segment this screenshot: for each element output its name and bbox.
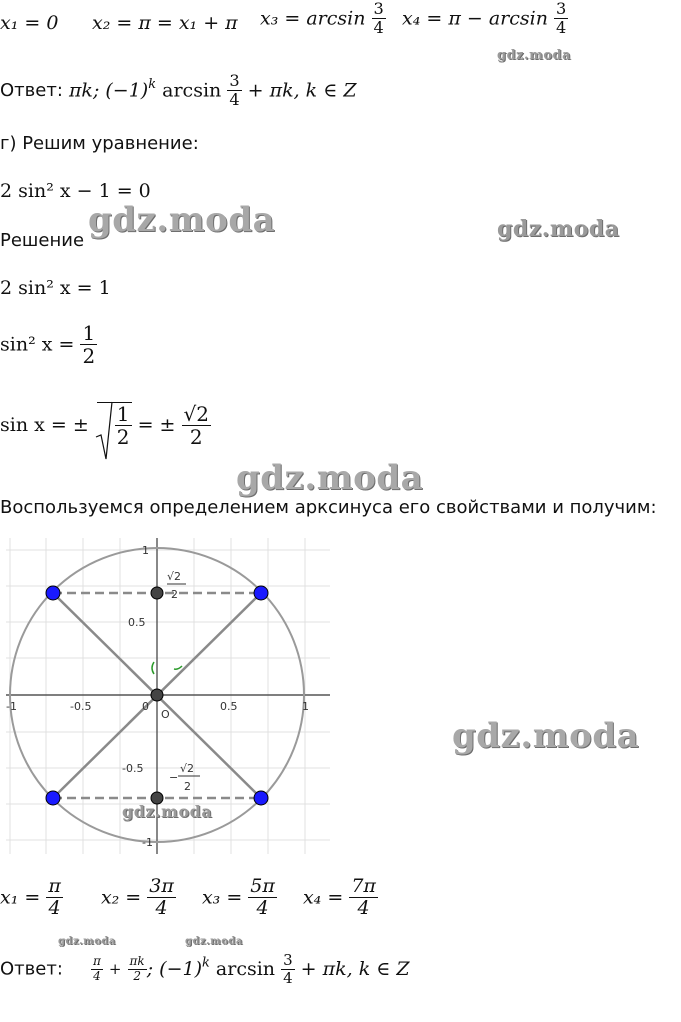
answer-2-frac-a: $\frac{\pi}{4}$ (92, 954, 101, 983)
answer-1-label: Ответ: (0, 79, 63, 101)
step-2-prefix: sin² x = (0, 333, 75, 356)
answer-1-part3: + πk, k ∈ Z (241, 79, 357, 102)
axis-point-top (151, 587, 163, 599)
x2-top: x₂ = π = x₁ + π (92, 12, 238, 34)
point-q4 (254, 791, 268, 805)
x4-frac: $\frac{3}{4}$ (555, 0, 567, 37)
x1-top: x₁ = 0 (0, 12, 59, 34)
point-q2 (46, 586, 60, 600)
watermark: gdz.moda (88, 200, 276, 240)
answer-2-label: Ответ: (0, 958, 63, 980)
point-label-top-den: 2 (171, 588, 178, 601)
answer-1-exp: k (148, 76, 157, 92)
tick-y: 0.5 (128, 616, 146, 629)
point-label-bottom-sign: − (169, 771, 179, 784)
sqrt-radical (97, 402, 132, 448)
tick-x: 0.5 (220, 700, 238, 713)
tick-x: 0 (142, 700, 149, 713)
section-g-heading: г) Решим уравнение: (0, 133, 199, 154)
step-3 (0, 402, 211, 448)
tick-y: -0.5 (122, 762, 144, 775)
root-x4-label: x₄ = (302, 886, 344, 909)
watermark: gdz.moda (236, 458, 424, 498)
root-x2-frac: $\frac{3\pi}{4}$ (149, 875, 174, 919)
answer-2-frac-c: $\frac{3}{4}$ (283, 951, 293, 987)
answer-2-frac-b: $\frac{\pi k}{2}$ (129, 954, 145, 983)
angle-arc-left (152, 662, 154, 674)
point-label-top-num: √2 (167, 570, 182, 583)
point-q3 (46, 791, 60, 805)
watermark: gdz.moda (497, 48, 572, 63)
root-x3-label: x₃ = (201, 886, 243, 909)
answer-1 (0, 72, 357, 109)
x3-prefix: x₃ = arcsin (260, 7, 366, 30)
answer-2-exp: k (202, 955, 210, 971)
x3-frac: $\frac{3}{4}$ (373, 0, 384, 37)
tick-x: 1 (302, 700, 309, 713)
answer-1-part1: πk; (−1) (68, 79, 149, 102)
angle-arc-right (174, 666, 182, 669)
root-x2-label: x₂ = (100, 886, 142, 909)
watermark: gdz.moda (185, 936, 243, 947)
answer-2-plus: + (108, 960, 122, 978)
root-x1-frac: $\frac{\pi}{4}$ (48, 875, 61, 919)
tick-x: -0.5 (70, 700, 92, 713)
radical-sign (95, 401, 113, 461)
arcsin-sentence: Воспользуемся определением арксинуса его свойствами и получим: (0, 497, 657, 518)
solution-label: Решение (0, 230, 85, 251)
roots-line (0, 876, 378, 919)
origin-label: O (161, 708, 170, 721)
step-3-mid: = ± (137, 414, 176, 436)
equation: 2 sin² x − 1 = 0 (0, 180, 151, 202)
answer-2-part3: + πk, k ∈ Z (294, 958, 410, 980)
watermark: gdz.moda (497, 216, 620, 242)
point-label-bottom-den: 2 (184, 780, 191, 793)
root-x1-label: x₁ = (0, 886, 41, 909)
step-2 (0, 322, 97, 367)
point-label-bottom-num: √2 (180, 762, 195, 775)
sqrt-frac: $\frac{1}{2}$ (116, 402, 130, 449)
x4-prefix: x₄ = π − arcsin (402, 7, 548, 30)
tick-y: 1 (142, 544, 149, 557)
answer-2-part2: arcsin (209, 958, 276, 980)
watermark: gdz.moda (452, 716, 640, 756)
root-x3-frac: $\frac{5\pi}{4}$ (250, 875, 275, 919)
root-x4-frac: $\frac{7\pi}{4}$ (351, 875, 376, 919)
x4-top (402, 0, 568, 37)
answer-1-frac: $\frac{3}{4}$ (229, 71, 240, 109)
tick-y: -1 (142, 836, 153, 849)
answer-1-part2: arcsin (156, 79, 222, 102)
watermark: gdz.moda (122, 802, 213, 821)
x3-top (260, 0, 386, 37)
answer-2-part1: ; (−1) (146, 958, 202, 980)
step-2-frac: $\frac{1}{2}$ (82, 321, 96, 368)
origin-point (151, 689, 163, 701)
step-1: 2 sin² x = 1 (0, 277, 111, 299)
watermark: gdz.moda (58, 936, 116, 947)
step-3-prefix: sin x = ± (0, 414, 89, 436)
step-3-frac: $\frac{√2}{2}$ (183, 401, 209, 449)
answer-2 (0, 952, 410, 986)
tick-x: -1 (6, 700, 17, 713)
point-q1 (254, 586, 268, 600)
